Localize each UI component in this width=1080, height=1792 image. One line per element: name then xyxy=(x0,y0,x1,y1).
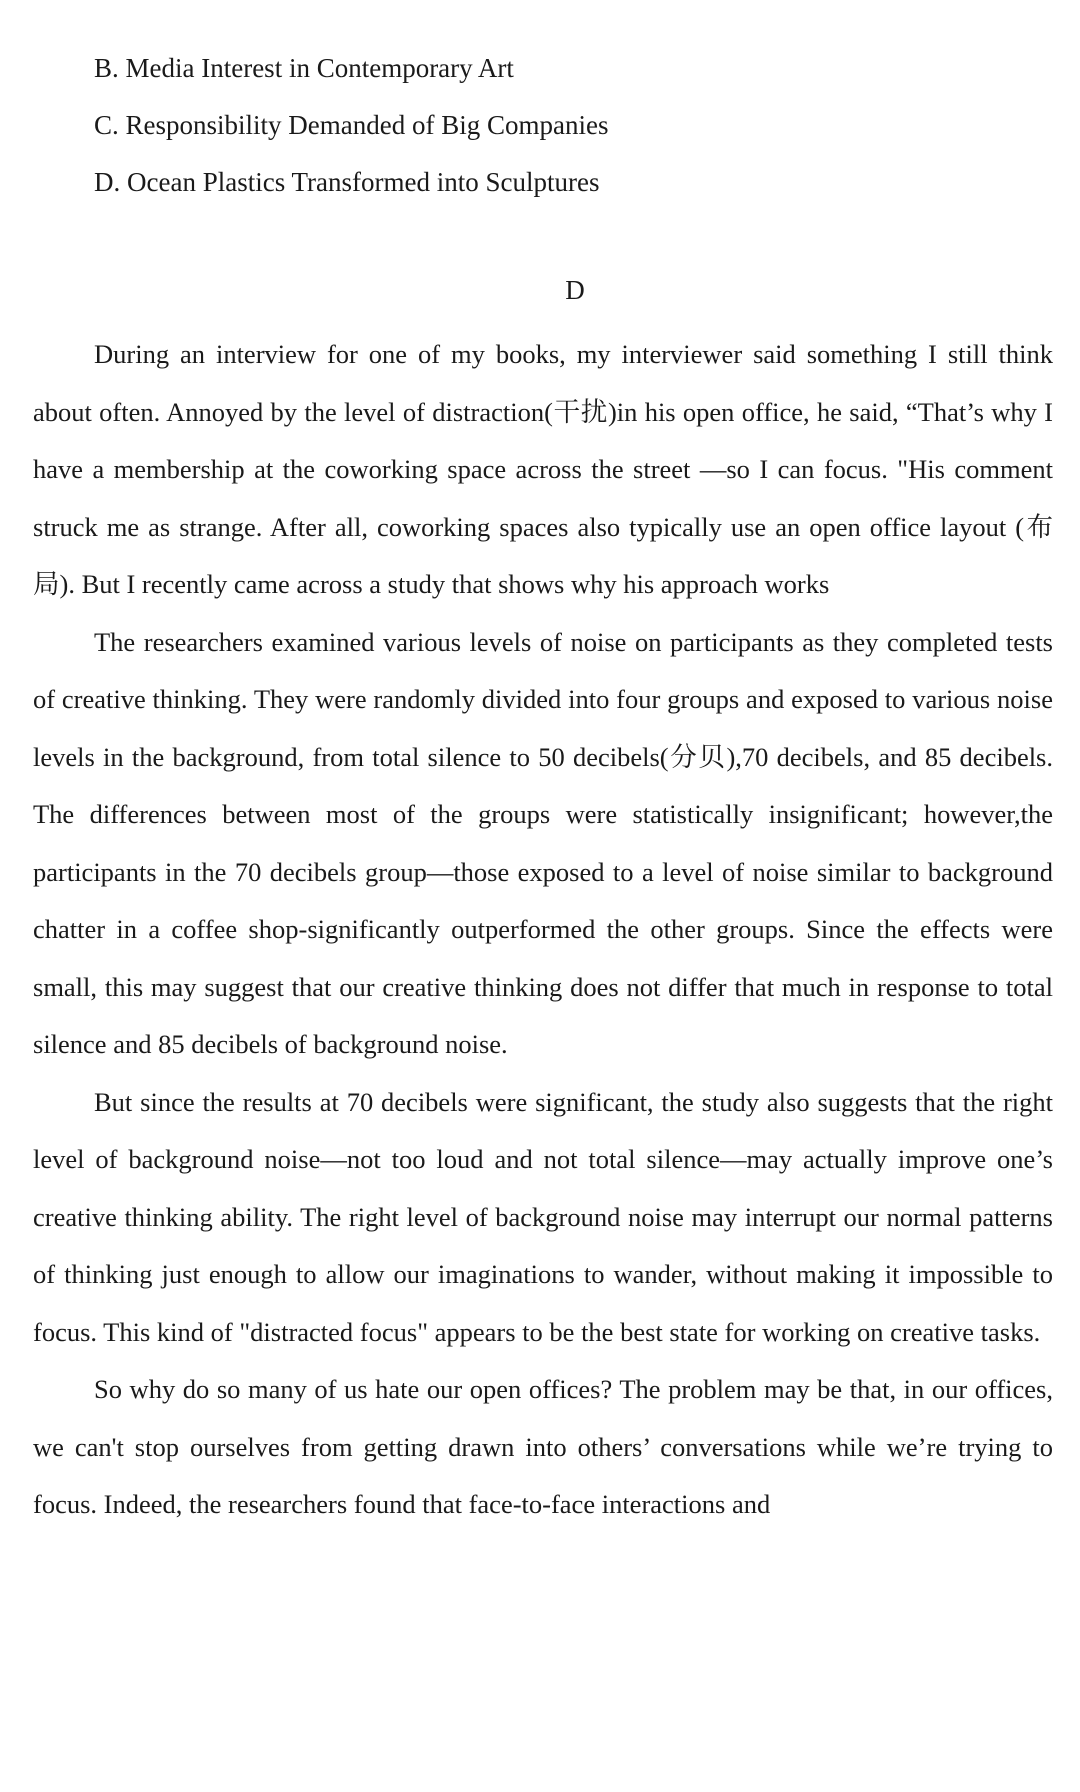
answer-options xyxy=(94,40,608,211)
option-b: B. Media Interest in Contemporary Art xyxy=(94,53,514,83)
option-d: D. Ocean Plastics Transformed into Sculptures xyxy=(94,167,600,197)
paragraph-4: So why do so many of us hate our open offices? The problem may be that, in our offices, we can't stop ourselves from getting drawn into others’ conversations while we’re trying to focus. Indeed, the researchers found that face-to-face interactions and xyxy=(33,1374,1053,1519)
paragraph-2: The researchers examined various levels of noise on participants as they completed tests of creative thinking. They were randomly divided into four groups and exposed to various noise levels in the background, from total silence to 50 decibels(分贝),70 decibels, and 85 decibels. The differences between most of the groups were statistically insignificant; however,the participants in the 70 decibels group—those exposed to a level of noise similar to background chatter in a coffee shop-significantly outperformed the other groups. Since the effects were small, this may suggest that our creative thinking does not differ that much in response to total silence and 85 decibels of background noise. xyxy=(33,626,1053,1059)
paragraph-3: But since the results at 70 decibels were significant, the study also suggests that the right level of background noise—not too loud and not total silence—may actually improve one’s creative thinking ability. The right level of background noise may interrupt our normal patterns of thinking just enough to allow our imaginations to wander, without making it impossible to focus. This kind of "distracted focus" appears to be the best state for working on creative tasks. xyxy=(33,1086,1053,1347)
option-c: C. Responsibility Demanded of Big Companies xyxy=(94,110,609,140)
paragraph-1: During an interview for one of my books, my interviewer said something I still think about often. Annoyed by the level of distraction(干扰)in his open office, he said, “That’s why I have a membership at the coworking space across the street —so I can focus. "His comment struck me as strange. After all, coworking spaces also typically use an open office layout (布局). But I recently came across a study that shows why his approach works xyxy=(33,339,1053,599)
section-heading: D xyxy=(565,275,585,305)
article-body xyxy=(33,326,1053,1534)
